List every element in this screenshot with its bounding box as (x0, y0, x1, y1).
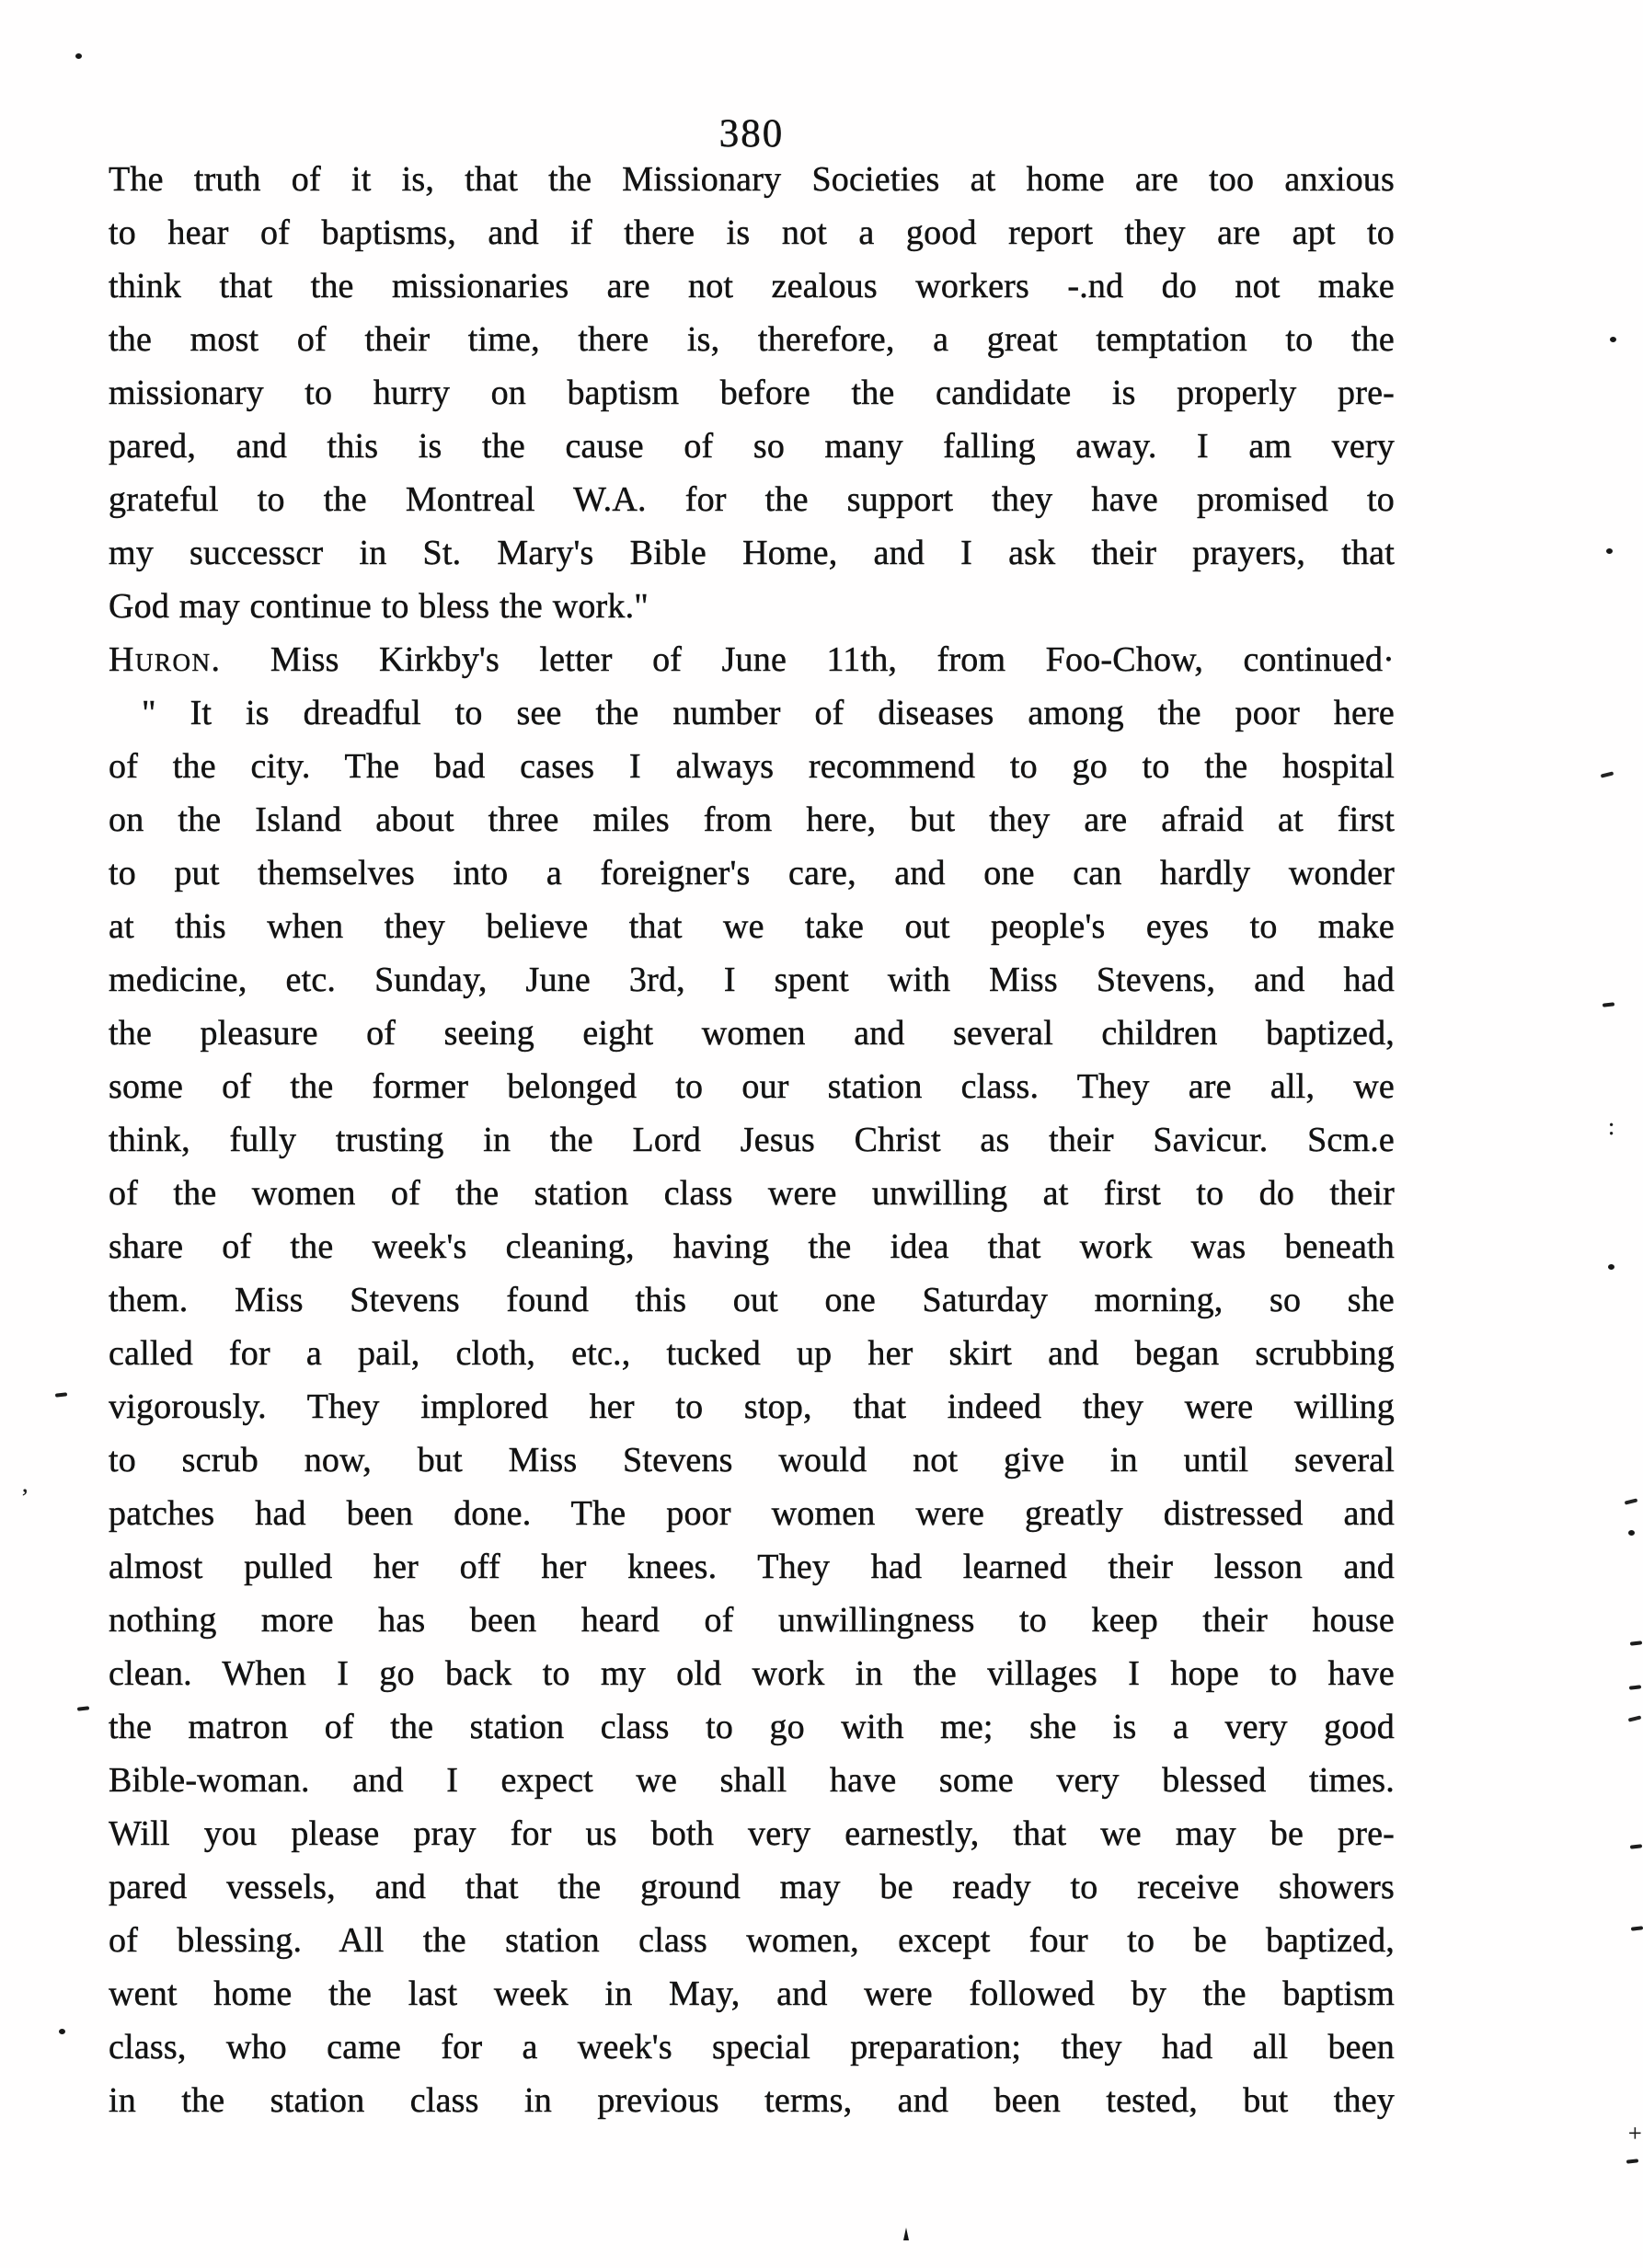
scan-speck (1606, 548, 1613, 554)
text-line: Will you please pray for us both very earnestly, that we may be pre- (109, 1814, 1395, 1853)
text-line: to put themselves into a foreigner's care, and one can hardly wonder (109, 854, 1395, 892)
scan-speck (1601, 771, 1614, 777)
scan-speck: + (1628, 2120, 1642, 2147)
text-line: of the women of the station class were unwilling at first to do their (109, 1174, 1395, 1213)
text-line: missionary to hurry on baptism before the candidate is properly pre- (109, 374, 1395, 412)
text-line: on the Island about three miles from here, but they are afraid at first (109, 800, 1395, 839)
scan-speck (1626, 2159, 1638, 2163)
text-line: of blessing. All the station class women, except four to be baptized, (109, 1921, 1395, 1960)
scan-speck: , (22, 1470, 29, 1497)
text-line: went home the last week in May, and were followed by the baptism (109, 1974, 1395, 2013)
text-line: grateful to the Montreal W.A. for the support they have promised to (109, 480, 1395, 519)
scan-speck (1628, 1715, 1642, 1721)
text-line: class, who came for a week's special preparation; they had all been (109, 2028, 1395, 2067)
scan-speck (1629, 1685, 1641, 1689)
text-line: in the station class in previous terms, and been tested, but they (109, 2081, 1395, 2120)
scan-speck (77, 1706, 89, 1710)
page-number: 380 (718, 112, 785, 155)
diocese-name-smallcaps: Huron. (109, 640, 222, 679)
text-line: think, fully trusting in the Lord Jesus Christ as their Savicur. Scm.e (109, 1121, 1395, 1159)
scan-speck (1608, 1264, 1614, 1270)
text-line: to scrub now, but Miss Stevens would not give in until several (109, 1441, 1395, 1479)
text-line: the most of their time, there is, therefore, a great temptation to the (109, 320, 1395, 359)
text-line: of the city. The bad cases I always recommend to go to the hospital (109, 747, 1395, 786)
text-line: think that the missionaries are not zealous workers -.nd do not make (109, 267, 1395, 305)
scan-speck (59, 2029, 65, 2034)
scan-speck (55, 1392, 67, 1397)
text-line: clean. When I go back to my old work in the villages I hope to have (109, 1654, 1395, 1693)
scan-speck (903, 2228, 909, 2240)
scan-speck (1603, 1002, 1614, 1007)
text-line-paragraph-end: God may continue to bless the work." (109, 587, 649, 626)
text-line: patches had been done. The poor women were greatly distressed and (109, 1494, 1395, 1533)
scan-speck (1628, 1530, 1635, 1536)
scan-speck (1610, 337, 1616, 342)
text-line: nothing more has been heard of unwillingness to keep their house (109, 1601, 1395, 1640)
text-line: them. Miss Stevens found this out one Saturday morning, so she (109, 1281, 1395, 1319)
text-line: medicine, etc. Sunday, June 3rd, I spent with Miss Stevens, and had (109, 961, 1395, 999)
text-line: to hear of baptisms, and if there is not a good report they are apt to (109, 213, 1395, 252)
text-line: almost pulled her off her knees. They had learned their lesson and (109, 1548, 1395, 1586)
text-line: pared, and this is the cause of so many falling away. I am very (109, 427, 1395, 466)
scan-speck (1625, 1498, 1638, 1504)
huron-heading-text: Miss Kirkby's letter of June 11th, from Foo-Chow, continued· (230, 640, 1395, 679)
text-line: some of the former belonged to our station class. They are all, we (109, 1067, 1395, 1106)
text-line: vigorously. They implored her to stop, that indeed they were willing (109, 1387, 1395, 1426)
text-line: at this when they believe that we take out people's eyes to make (109, 907, 1395, 946)
text-line: the pleasure of seeing eight women and several children baptized, (109, 1014, 1395, 1053)
scan-speck: : (1608, 1113, 1615, 1140)
text-line: Bible-woman. and I expect we shall have some very blessed times. (109, 1761, 1395, 1800)
scan-speck (1630, 1844, 1642, 1848)
text-line: the matron of the station class to go with me; she is a very good (109, 1708, 1395, 1746)
text-line-huron-heading (109, 633, 1395, 686)
text-line: pared vessels, and that the ground may be ready to receive showers (109, 1868, 1395, 1906)
text-line: The truth of it is, that the Missionary Societies at home are too anxious (109, 160, 1395, 199)
scan-speck (1630, 1641, 1642, 1645)
scan-speck (1631, 1926, 1643, 1930)
scan-speck (75, 53, 82, 59)
text-line: called for a pail, cloth, etc., tucked up her skirt and began scrubbing (109, 1334, 1395, 1373)
text-line: share of the week's cleaning, having the idea that work was beneath (109, 1227, 1395, 1266)
text-line: my successcr in St. Mary's Bible Home, and I ask their prayers, that (109, 534, 1395, 572)
body-text (109, 153, 1395, 2127)
text-line-quote-start: " It is dreadful to see the number of diseases among the poor here (142, 694, 1395, 732)
